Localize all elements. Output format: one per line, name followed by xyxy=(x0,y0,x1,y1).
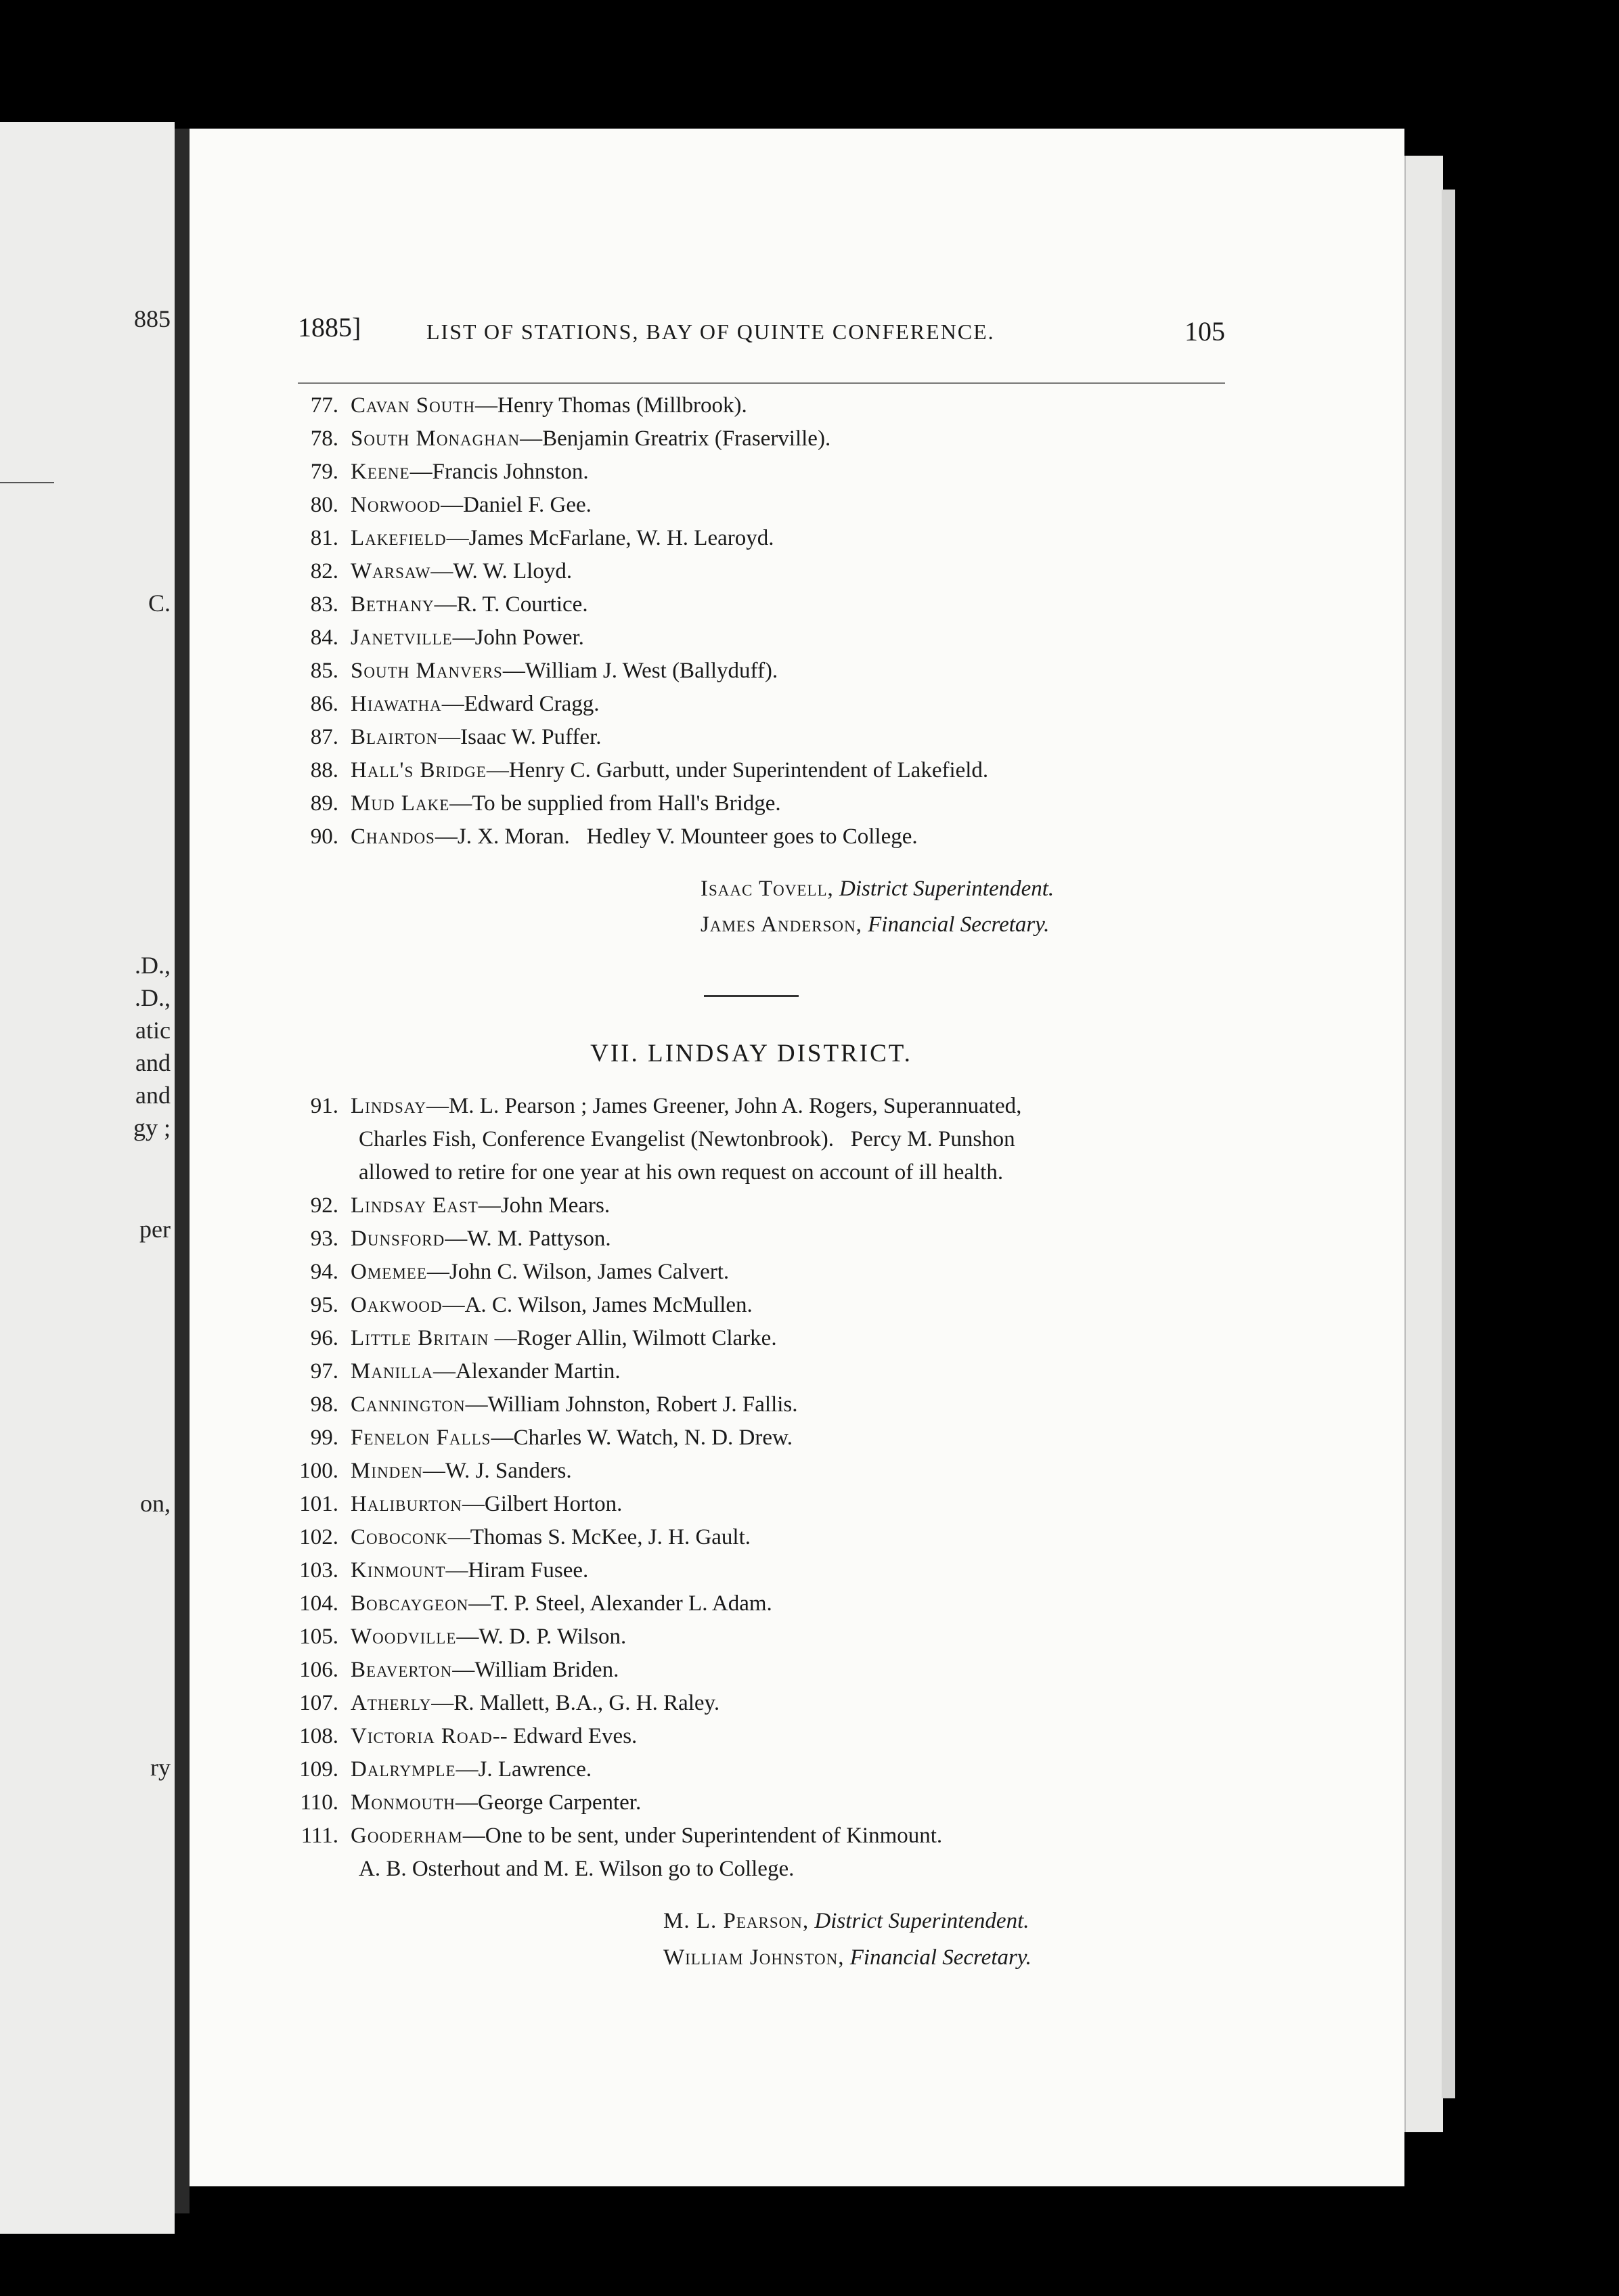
station-number: 82. xyxy=(310,559,338,583)
station-appointment: —T. P. Steel, Alexander L. Adam. xyxy=(468,1591,772,1616)
station-place: Fenelon Falls xyxy=(351,1426,491,1450)
station-appointment: -- Edward Eves. xyxy=(492,1724,638,1748)
signature-role: Financial Secretary. xyxy=(868,912,1050,937)
station-place: Kinmount xyxy=(351,1558,446,1583)
left-page-text: on, xyxy=(140,1490,171,1517)
station-place: South Monaghan xyxy=(351,426,520,451)
station-number: 79. xyxy=(310,460,338,484)
station-entry xyxy=(284,1521,1245,1554)
station-number: 101. xyxy=(299,1492,338,1516)
station-place: Mud Lake xyxy=(351,791,450,816)
station-number: 91. xyxy=(310,1094,338,1118)
station-appointment: allowed to retire for one year at his own request on account of ill health. xyxy=(359,1160,1004,1185)
signature-name: James Anderson, xyxy=(701,912,862,937)
station-entry xyxy=(284,721,1245,754)
station-appointment: —W. J. Sanders. xyxy=(422,1459,572,1483)
station-place: Hall's Bridge xyxy=(351,758,487,782)
station-place: Janetville xyxy=(351,625,453,650)
station-place: Manilla xyxy=(351,1359,433,1384)
station-place: Warsaw xyxy=(351,559,431,583)
station-number: 90. xyxy=(310,824,338,849)
station-number: 81. xyxy=(310,526,338,550)
signature-name: Isaac Tovell, xyxy=(701,877,834,901)
station-number: 84. xyxy=(310,625,338,650)
station-place: Omemee xyxy=(351,1260,427,1284)
station-number: 78. xyxy=(310,426,338,451)
station-place: Bethany xyxy=(351,592,435,617)
station-appointment: —James McFarlane, W. H. Learoyd. xyxy=(446,526,774,550)
station-entry xyxy=(284,1156,1245,1189)
station-place: Coboconk xyxy=(351,1525,448,1549)
station-entry xyxy=(284,1421,1245,1455)
station-appointment: —W. M. Pattyson. xyxy=(445,1227,611,1251)
station-appointment: —W. W. Lloyd. xyxy=(430,559,573,583)
left-page-text: and xyxy=(135,1082,171,1109)
station-place: Lindsay East xyxy=(351,1193,479,1218)
station-appointment: —A. C. Wilson, James McMullen. xyxy=(442,1293,753,1317)
signature-name: William Johnston, xyxy=(663,1945,845,1970)
station-entry xyxy=(284,1720,1245,1753)
station-appointment: —Hiram Fusee. xyxy=(445,1558,589,1583)
left-page-text: C. xyxy=(148,590,171,617)
station-appointment: —George Carpenter. xyxy=(455,1790,642,1815)
station-appointment: —R. T. Courtice. xyxy=(434,592,588,617)
station-entry xyxy=(284,1455,1245,1488)
station-place: Beaverton xyxy=(351,1658,453,1682)
station-appointment: A. B. Osterhout and M. E. Wilson go to College. xyxy=(359,1857,795,1881)
station-appointment: —Daniel F. Gee. xyxy=(441,493,592,517)
page-edge xyxy=(1442,190,1455,2098)
station-appointment: —Edward Cragg. xyxy=(441,692,600,716)
station-place: Minden xyxy=(351,1459,423,1483)
station-entry xyxy=(284,1189,1245,1222)
station-number: 109. xyxy=(299,1757,338,1782)
station-number: 87. xyxy=(310,725,338,749)
station-number: 77. xyxy=(310,393,338,418)
station-entry xyxy=(284,1322,1245,1355)
signature-role: District Superintendent. xyxy=(814,1909,1029,1933)
station-place: Cavan South xyxy=(351,393,476,418)
station-entry xyxy=(284,1620,1245,1654)
signature-superintendent xyxy=(701,877,1054,902)
station-number: 80. xyxy=(310,493,338,517)
station-appointment: —To be supplied from Hall's Bridge. xyxy=(449,791,781,816)
station-appointment: —J. Lawrence. xyxy=(456,1757,592,1782)
left-page-text: 885 xyxy=(134,305,171,332)
station-place: Lakefield xyxy=(351,526,447,550)
left-page-text: and xyxy=(135,1049,171,1076)
station-place: Lindsay xyxy=(351,1094,426,1118)
station-entry xyxy=(284,754,1245,787)
section-separator xyxy=(704,995,799,997)
station-number: 89. xyxy=(310,791,338,816)
left-page-fragment xyxy=(0,122,175,2234)
station-appointment: —Benjamin Greatrix (Fraserville). xyxy=(520,426,831,451)
station-place: Victoria Road xyxy=(351,1724,493,1748)
station-entry xyxy=(284,1819,1245,1853)
station-place: Norwood xyxy=(351,493,441,517)
station-place: Bobcaygeon xyxy=(351,1591,469,1616)
station-number: 107. xyxy=(299,1691,338,1715)
station-appointment: —Thomas S. McKee, J. H. Gault. xyxy=(447,1525,751,1549)
station-place: Dalrymple xyxy=(351,1757,456,1782)
station-entry xyxy=(284,1687,1245,1720)
station-number: 108. xyxy=(299,1724,338,1748)
station-entry xyxy=(284,1654,1245,1687)
station-appointment: —J. X. Moran. Hedley V. Mounteer goes to College. xyxy=(435,824,918,849)
left-page-text: .D., xyxy=(135,984,171,1011)
station-list-lindsay xyxy=(284,1090,1245,1886)
station-place: Dunsford xyxy=(351,1227,445,1251)
running-head xyxy=(298,311,1225,359)
station-entry xyxy=(284,1256,1245,1289)
station-number: 96. xyxy=(310,1326,338,1350)
station-entry xyxy=(284,787,1245,820)
station-place: Haliburton xyxy=(351,1492,462,1516)
station-entry xyxy=(284,456,1245,489)
station-appointment: —Gilbert Horton. xyxy=(462,1492,623,1516)
station-place: Hiawatha xyxy=(351,692,442,716)
station-number: 110. xyxy=(300,1790,338,1815)
station-appointment: —John C. Wilson, James Calvert. xyxy=(426,1260,730,1284)
header-title: LIST OF STATIONS, BAY OF QUINTE CONFERENCE. xyxy=(426,319,995,344)
station-entry xyxy=(284,1090,1245,1123)
station-entry xyxy=(284,1222,1245,1256)
signature-secretary xyxy=(701,912,1049,937)
page-number: 105 xyxy=(1184,316,1225,347)
station-number: 83. xyxy=(310,592,338,617)
station-number: 100. xyxy=(299,1459,338,1483)
header-year: 1885] xyxy=(298,312,361,343)
header-rule xyxy=(298,382,1225,384)
station-appointment: —Francis Johnston. xyxy=(409,460,589,484)
station-place: Little Britain xyxy=(351,1326,489,1350)
station-entry xyxy=(284,1388,1245,1421)
station-place: Atherly xyxy=(351,1691,432,1715)
station-number: 97. xyxy=(310,1359,338,1384)
station-number: 99. xyxy=(310,1426,338,1450)
station-entry xyxy=(284,1355,1245,1388)
station-number: 85. xyxy=(310,659,338,683)
station-number: 106. xyxy=(299,1658,338,1682)
signature-role: District Superintendent. xyxy=(839,877,1055,901)
station-place: Oakwood xyxy=(351,1293,443,1317)
page-edge xyxy=(1404,156,1443,2132)
station-number: 88. xyxy=(310,758,338,782)
signature-superintendent xyxy=(663,1909,1029,1934)
station-place: Gooderham xyxy=(351,1824,463,1848)
station-appointment: —W. D. P. Wilson. xyxy=(456,1625,627,1649)
station-number: 95. xyxy=(310,1293,338,1317)
station-appointment: —One to be sent, under Superintendent of Kinmount. xyxy=(462,1824,943,1848)
station-appointment: —Henry Thomas (Millbrook). xyxy=(475,393,747,418)
station-entry xyxy=(284,655,1245,688)
station-entry xyxy=(284,555,1245,588)
left-page-text: gy ; xyxy=(133,1114,171,1141)
station-appointment: —John Power. xyxy=(452,625,584,650)
station-entry xyxy=(284,522,1245,555)
station-place: Chandos xyxy=(351,824,435,849)
station-entry xyxy=(284,1554,1245,1587)
left-page-text: per xyxy=(139,1216,171,1243)
station-entry xyxy=(284,422,1245,456)
station-list-peterborough xyxy=(284,389,1245,854)
station-number: 102. xyxy=(299,1525,338,1549)
station-entry xyxy=(284,1786,1245,1819)
book-gutter xyxy=(175,129,190,2213)
station-appointment: —William J. West (Ballyduff). xyxy=(502,659,778,683)
station-entry xyxy=(284,820,1245,854)
station-appointment: —John Mears. xyxy=(478,1193,611,1218)
signature-secretary xyxy=(663,1945,1032,1970)
station-number: 103. xyxy=(299,1558,338,1583)
station-place: Cannington xyxy=(351,1392,466,1417)
station-entry xyxy=(284,1753,1245,1786)
station-number: 111. xyxy=(301,1824,338,1848)
station-number: 94. xyxy=(310,1260,338,1284)
station-appointment: —William Briden. xyxy=(452,1658,619,1682)
station-place: Woodville xyxy=(351,1625,457,1649)
station-place: South Manvers xyxy=(351,659,503,683)
station-entry xyxy=(284,1123,1245,1156)
left-page-text: .D., xyxy=(135,952,171,979)
station-entry xyxy=(284,621,1245,655)
signature-name: M. L. Pearson, xyxy=(663,1909,810,1933)
station-number: 104. xyxy=(299,1591,338,1616)
station-entry xyxy=(284,1587,1245,1620)
station-appointment: —M. L. Pearson ; James Greener, John A. Rogers, Superannuated, xyxy=(426,1094,1022,1118)
station-appointment: Charles Fish, Conference Evangelist (Newtonbrook). Percy M. Punshon xyxy=(359,1127,1015,1151)
station-appointment: —Charles W. Watch, N. D. Drew. xyxy=(491,1426,793,1450)
station-number: 86. xyxy=(310,692,338,716)
signature-role: Financial Secretary. xyxy=(849,1945,1032,1970)
left-page-text: atic xyxy=(135,1017,171,1044)
station-number: 92. xyxy=(310,1193,338,1218)
district-heading: VII. LINDSAY DISTRICT. xyxy=(590,1040,912,1067)
station-appointment: —William Johnston, Robert J. Fallis. xyxy=(465,1392,798,1417)
station-appointment: —Alexander Martin. xyxy=(433,1359,621,1384)
station-appointment: —R. Mallett, B.A., G. H. Raley. xyxy=(431,1691,720,1715)
station-appointment: —Roger Allin, Wilmott Clarke. xyxy=(489,1326,777,1350)
station-appointment: —Isaac W. Puffer. xyxy=(438,725,602,749)
station-entry xyxy=(284,1289,1245,1322)
station-place: Blairton xyxy=(351,725,439,749)
station-number: 105. xyxy=(299,1625,338,1649)
station-entry xyxy=(284,1853,1245,1886)
station-place: Monmouth xyxy=(351,1790,456,1815)
left-page-text: ry xyxy=(150,1754,171,1781)
station-entry xyxy=(284,688,1245,721)
station-place: Keene xyxy=(351,460,410,484)
station-appointment: —Henry C. Garbutt, under Superintendent of Lakefield. xyxy=(486,758,989,782)
station-number: 98. xyxy=(310,1392,338,1417)
station-entry xyxy=(284,389,1245,422)
station-entry xyxy=(284,1488,1245,1521)
station-number: 93. xyxy=(310,1227,338,1251)
station-entry xyxy=(284,489,1245,522)
station-entry xyxy=(284,588,1245,621)
left-header-rule xyxy=(0,482,54,483)
